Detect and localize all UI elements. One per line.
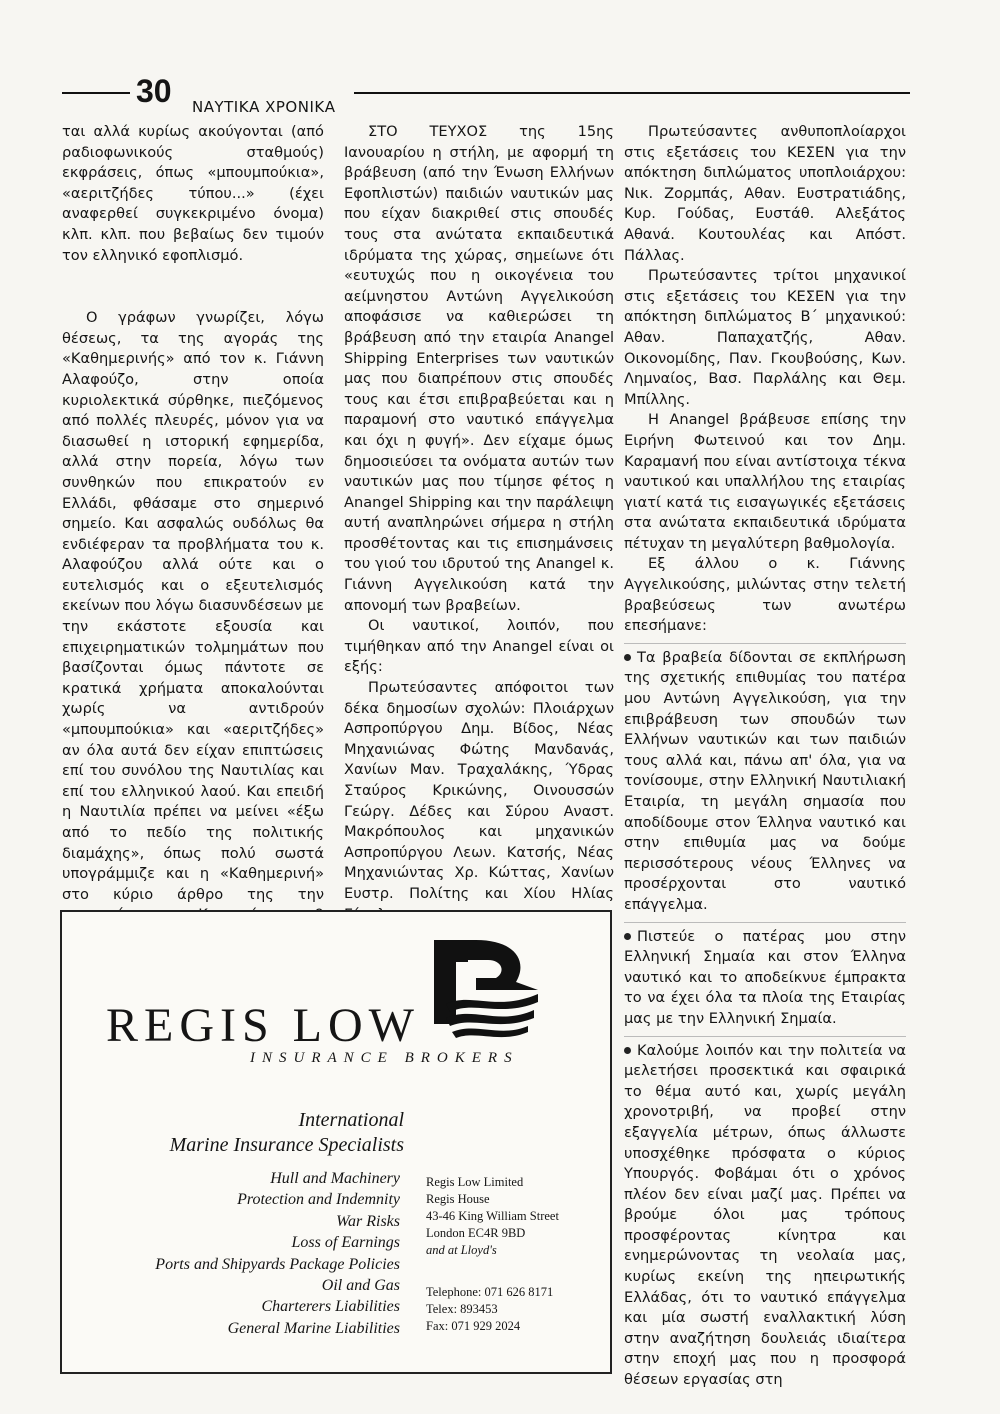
regis-low-advertisement (60, 910, 612, 1374)
service-item: Oil and Gas (321, 1277, 400, 1295)
magazine-title: ΝΑΥΤΙΚΑ ΧΡΟΝΙΚΑ (192, 98, 336, 116)
service-item: Charterers Liabilities (261, 1298, 400, 1316)
address-line: 43-46 King William Street (426, 1209, 559, 1223)
telephone: Telephone: 071 626 8171 (426, 1285, 554, 1299)
bullet-text: Καλούμε λοιπόν και την πολιτεία να μελετήσει προσεκτικά και σφαιρικά το θέμα αυτό και, χωρίς μεγάλη χρονοτριβή, να προβεί στην εξαγγελία μέτρων, όπως άλλωστε υποσχέθηκε πρόσφατα ο κύριος Υπουργός. Φοβάμαι ότι ο χρόνος πλέον δεν είναι μαζί μας. Πρέπει να βρούμε όλοι μας τρόπους προσφέροντας κίνητρα και ενημερώνοντας τη νεολαία μας, κυρίως εκείνη της ηπειρωτικής Ελλάδας, ότι το ναυτικό επάγγελμα και μία σωστή εναλλακτική λύση στην αναζήτηση δουλειάς ιδιαίτερα στην εποχή μας που η προσφορά θέσεων εργασίας στη (624, 1041, 906, 1389)
service-item: General Marine Liabilities (227, 1319, 400, 1337)
paragraph: Πρωτεύσαντες τρίτοι μηχανικοί στις εξετάσεις του ΚΕΣΕΝ για την απόκτηση διπλώματος Β΄ μηχανικού: Αθαν. Παπαχατζής, Αθαν. Οικονομίδης, Παν. Γκουβούσης, Κων. Λημναίος, Βασ. Παρλάλης και Θεμ. Μπίλλης. (624, 267, 906, 408)
paragraph: Εξ άλλου ο κ. Γιάννης Αγγελικούσης, μιλώντας στην τελετή βραβεύσεως των ανωτέρω επεσήμανε: (624, 555, 906, 635)
services-list (155, 1168, 400, 1339)
service-item: Ports and Shipyards Package Policies (155, 1255, 400, 1273)
paragraph: Ο γράφων γνωρίζει, λόγω θέσεως, τα της αγοράς της «Καθημερινής» από τον κ. Γιάννη Αλαφούζο, στην οποία κυριολεκτικά σύρθηκε, πιεζόμενος από πολλές πλευρές, μόνον για να διασωθεί η ιστορική εφημερίδα, αλλά στην πορεία, λόγω των συνθηκών που επικρατούν εν Ελλάδι, φθάσαμε στο σημερινό σημείο. Και ασφαλώς ουδόλως θα ενδιέφεραν τα προβλήματα του κ. Αλαφούζου αλλά ούτε και ο ευτελισμός και ο εξευτελισμός εκείνων που λόγω διασυνδέσεων με την εκάστοτε εξουσία και επιχειρηματικών τολμημάτων που βασίζονται όμως πάντοτε σε κρατικά χρήματα αποκαλούνται χωρίς να αντιδρούν «μπουμπούκια» και «αεριτζήδες» αν όλα αυτά δεν είχαν επιπτώσεις επί του συνόλου της Ναυτιλίας και επί του ελληνικού λαού. Και επειδή η Ναυτιλία πρέπει να μείνει «έξω από το πεδίο της πολιτικής διαμάχης», όπως πολύ σωστά υπογράμμιζε και η «Καθημερινή» στο κύριο άρθρο της την (62, 309, 324, 903)
header-rule-right (354, 92, 910, 94)
bullet-text: Τα βραβεία δίδονται σε εκπλήρωση της σχετικής επιθυμίας του πατέρα μου Αντώνη Αγγελικούση, για την επιβράβευση των σπουδών των Ελλήνων ναυτικών και των παιδιών τους αλλά και, πάνω απ' όλα, για να τονίσουμε, στην Ελληνική Ναυτιλιακή Εταιρία, τη μεγάλη σημασία που αποδίδουμε στον Έλληνα ναυτικό και στην επιθυμία μας να δούμε περισσότερους νέους Έλληνες να προσέρχονται στο ναυτικό επάγγελμα. (624, 648, 906, 913)
regis-low-logo-icon (416, 932, 544, 1044)
paragraph: Η Anangel βράβευσε επίσης την Ειρήνη Φωτεινού και τον Δημ. Καραμανή που είναι αντίστοιχα τέκνα ναυτικού και υπαλλήλου της εταιρίας γιατί κατά τις εισαγωγικές εξετάσεις στα ανώτατα εκπαιδευτικά ιδρύματα πέτυχαν τη μεγαλύτερη βαθμολογία. (624, 411, 906, 552)
page-number: 30 (136, 73, 172, 109)
bullet-icon (624, 654, 631, 661)
paragraph: ΣΤΟ ΤΕΥΧΟΣ της 15ης Ιανουαρίου η στήλη, με αφορμή τη βράβευση (από την Ένωση Ελλήνων Εφοπλιστών) παιδιών ναυτικών μας που είχαν διακριθεί στις σπουδές τους στα ανώτατα εκπαιδευτικά ιδρύματα της χώρας, σημείωνε ότι «ευτυχώς που η οικογένεια του αείμνηστου Αντώνη Αγγελικούση αποφάσισε να καθιερώσει τη βράβευση από την εταιρία Anangel Shipping Enterprises των ναυτικών μας που διαπρέπουν στις σπουδές τους και έτσι επιβραβεύεται και η παραμονή στο ναυτικό επάγγελμα και όχι η φυγή». Δεν είχαμε όμως δημοσιεύσει τα ονόματα αυτών των ναυτικών μας που τίμησε φέτος η Anangel Shipping και την παράλειψη αυτή αναπληρώνει σήμερα η στήλη προσθέτοντας και τις επισημάνσεις του γιού του ιδρυτού της Anangel κ. Γιάννη Αγγελικούση κατά την απονομή των βραβείων. (344, 123, 614, 614)
company-subtitle: INSURANCE BROKERS (250, 1050, 519, 1066)
service-item: Loss of Earnings (291, 1234, 400, 1252)
tagline-line: Marine Insurance Specialists (169, 1134, 404, 1156)
service-item: Protection and Indemnity (237, 1191, 400, 1209)
contact-info (426, 1284, 553, 1335)
bullet-text: Πιστεύε ο πατέρας μου στην Ελληνική Σημαία και στον Έλληνα ναυτικό και το αποδείκνυε έμπρακτα το να έχει όλα τα πλοία της Εταιρίας μας με την Ελληνική Σημαία. (624, 927, 906, 1027)
column-2 (344, 122, 614, 925)
tagline-line: International (298, 1109, 404, 1131)
address-line: London EC4R 9BD (426, 1226, 526, 1240)
service-item: War Risks (336, 1212, 400, 1230)
company-name: REGIS LOW (106, 999, 420, 1052)
tagline (170, 1108, 404, 1158)
service-item: Hull and Machinery (270, 1170, 400, 1187)
bullet-item (624, 922, 906, 1030)
column-3 (624, 122, 906, 1391)
address-line: and at Lloyd's (426, 1243, 497, 1257)
paragraph: ται αλλά κυρίως ακούγονται (από ραδιοφωνικούς σταθμούς) εκφράσεις, όπως «μπουμπούκια», «αεριτζήδες τύπου...» (έχει αναφερθεί συγκεκριμένο όνομα) κλπ. κλπ. που βεβαίως δεν τιμούν τον ελληνικό εφοπλισμό. (62, 123, 324, 264)
bullet-icon (624, 933, 631, 940)
bullet-item (624, 643, 906, 916)
company-address (426, 1174, 559, 1259)
column-1 (62, 122, 324, 988)
paragraph: Οι ναυτικοί, λοιπόν, που τιμήθηκαν από την Anangel είναι οι εξής: (344, 617, 614, 676)
paragraph: Πρωτεύσαντες απόφοιτοι των δέκα δημοσίων σχολών: Πλοιάρχων Ασπροπύργου Δημ. Βίδος, Νέας Μηχανιώνας Φώτης Μανδανάς, Χανίων Μαν. Τραχαλάκης, Ύδρας Σταύρος Κρικώνης, Οινουσσών Γεώργ. Δέδες και Σύρου Αναστ. Μακρόπουλος και μηχανικών Ασπροπύργου Λεων. Κατσής, Νέας Μηχανιώντας Χρ. Κώττας, Χανίων Ευστρ. Πολίτης και Χίου Ηλίας (344, 679, 614, 902)
telex: Telex: 893453 (426, 1302, 498, 1316)
header-rule-left (62, 92, 130, 94)
fax: Fax: 071 929 2024 (426, 1319, 521, 1333)
bullet-item (624, 1036, 906, 1391)
bullet-icon (624, 1047, 631, 1054)
address-line: Regis House (426, 1192, 490, 1206)
paragraph: Πρωτεύσαντες ανθυποπλοίαρχοι στις εξετάσεις του ΚΕΣΕΝ για την απόκτηση διπλώματος υποπλοιάρχου: Νικ. Ζορμπάς, Αθαν. Ευστρατιάδης, Κυρ. Γούδας, Ευστάθ. Αλεξάτος Αθανά. Κουτουλέας και Απόστ. Πάλλας. (624, 123, 906, 264)
address-line: Regis Low Limited (426, 1175, 524, 1189)
